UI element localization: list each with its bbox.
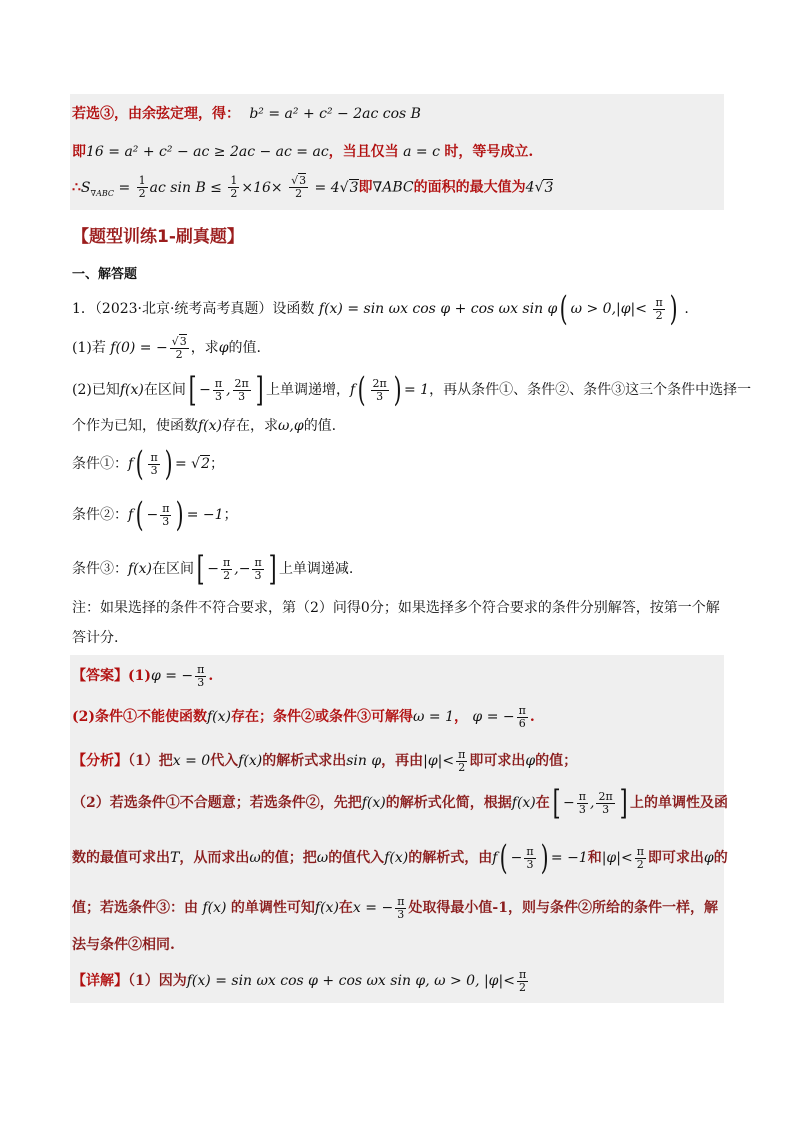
text: (2)条件①不能使函数 xyxy=(72,709,207,725)
note-line-1 xyxy=(72,598,720,618)
text: 在区间 xyxy=(152,561,195,577)
text: 的解析式，由 xyxy=(408,850,493,866)
formula: ω xyxy=(249,850,261,866)
text: 的值； xyxy=(535,753,578,769)
text: 的值代入 xyxy=(328,850,385,866)
formula: f(x) xyxy=(207,709,232,725)
text: 时，等号成立. xyxy=(444,144,534,160)
text: 存在，求 xyxy=(222,418,279,434)
formula: = √2 xyxy=(174,456,210,472)
text: 在区间 xyxy=(143,382,186,398)
text: 的解析式化简，根据 xyxy=(385,795,512,811)
formula: = −1 xyxy=(186,507,224,523)
formula: − $\frac{\pi}{3}$ , $\frac{2\pi}{3}$ xyxy=(199,376,249,403)
question-part1 xyxy=(72,335,261,361)
text: （1）因为 xyxy=(128,973,187,989)
formula: x = − $\frac{\pi}{3}$ xyxy=(352,894,405,921)
text: 代入 xyxy=(210,753,239,769)
text: 即可求出 xyxy=(469,753,526,769)
condition-1: 条件①：f( $\frac{\pi}{3}$ ) = √2； xyxy=(72,444,224,484)
formula: f xyxy=(128,456,134,472)
formula: f(x) xyxy=(511,795,536,811)
formula: f xyxy=(128,507,134,523)
text: ， xyxy=(453,709,468,725)
formula: $S_{\nabla ABC}$ = $\frac{1}{2}$ ac sin B ≤ $\frac{1}{2}$ ×16× $\frac{√3}{2}$ = 4√3 xyxy=(80,174,359,200)
text: 即 xyxy=(358,179,373,196)
formula: x = 0 xyxy=(172,753,211,769)
text: 条件②： xyxy=(72,507,128,523)
formula: − $\frac{\pi}{3}$ , $\frac{2\pi}{3}$ xyxy=(563,789,613,816)
solution-line-1 xyxy=(72,104,421,124)
text: 在 xyxy=(535,795,550,811)
formula: f(x) xyxy=(361,795,386,811)
condition-2: 条件②：f( − $\frac{\pi}{3}$ ) = −1； xyxy=(72,495,238,535)
formula: f(x) xyxy=(198,900,231,916)
formula: f(x) = sin ωx cos φ + cos ωx sin φ, ω > 0, |φ|< $\frac{\pi}{2}$ xyxy=(186,967,527,994)
formula: φ = − $\frac{\pi}{3}$ xyxy=(151,662,205,689)
formula: φ = − $\frac{\pi}{6}$ xyxy=(467,703,526,730)
analysis-line-5 xyxy=(72,935,175,955)
formula: f(0) = − $\frac{√3}{2}$ xyxy=(110,334,187,361)
formula: − $\frac{\pi}{3}$ xyxy=(510,844,534,871)
formula: f(x) xyxy=(198,418,223,434)
detail-label: 【详解】 xyxy=(72,973,128,989)
formula: a = c xyxy=(398,144,445,160)
text: （1）把 xyxy=(128,753,173,769)
answer-label: 【答案】 xyxy=(72,668,128,684)
analysis-line-1 xyxy=(72,748,577,774)
solution-line-2 xyxy=(72,142,533,162)
text: 的 xyxy=(713,850,728,866)
text: ∴ xyxy=(72,179,81,196)
formula: f(x) xyxy=(314,900,339,916)
text: (1)若 xyxy=(72,340,106,356)
formula: |φ|< $\frac{\pi}{2}$ xyxy=(423,747,466,774)
text: (1) xyxy=(128,668,151,684)
question-part2: (2)已知f(x)在区间[ − $\frac{\pi}{3}$ , $\frac{2\pi}{3}$ ] 上单调递增，f( $\frac{2\pi}{3}$ ) = 1，再从条件①、条件②、条件③这三个条件中选择一 xyxy=(72,370,752,410)
text: 的面积的最大值为 xyxy=(413,179,526,196)
text: 个作为已知，使函数 xyxy=(72,418,198,434)
text: 若选③，由余弦定理，得： xyxy=(72,106,240,122)
formula: f(x) xyxy=(119,382,144,398)
formula: ω > 0,|φ|< $\frac{\pi}{2}$ xyxy=(570,295,663,322)
formula: f xyxy=(492,850,498,866)
text: ，当且仅当 xyxy=(328,144,399,160)
formula: f(x) = sin ωx cos φ + cos ωx sin φ xyxy=(318,301,558,317)
solution-line-3 xyxy=(72,175,553,203)
text: 1．（2023·北京·统考高考真题）设函数 xyxy=(72,301,315,317)
section-heading: 一、解答题 xyxy=(72,267,138,282)
answer-line-2: (2)条件①不能使函数f(x)存在；条件②或条件③可解得ω = 1， φ = − $\frac{\pi}{6}$ . xyxy=(72,703,535,730)
formula: ω xyxy=(316,850,329,866)
text: 的值. xyxy=(303,418,337,434)
formula: 16 = a² + c² − ac ≥ 2ac − ac = ac xyxy=(86,144,329,160)
formula: ω,φ xyxy=(278,418,304,434)
formula: φ xyxy=(218,340,229,356)
text: 存在；条件②或条件③可解得 xyxy=(231,709,414,725)
detail-line-1 xyxy=(72,966,530,996)
formula: f xyxy=(350,382,356,398)
text: 和 xyxy=(587,850,602,866)
question-intro: 1．（2023·北京·统考高考真题）设函数 f(x) = sin ωx cos φ + cos ωx sin φ( ω > 0,|φ|< $\frac{\pi}{2}$ ) . xyxy=(72,289,689,329)
answer-line-1: 【答案】(1)φ = − $\frac{\pi}{3}$ . xyxy=(72,662,214,689)
formula: φ xyxy=(703,850,714,866)
text: 值；若选条件③：由 xyxy=(72,900,198,916)
text: 的单调性可知 xyxy=(230,900,315,916)
formula: sin φ xyxy=(346,753,382,769)
formula: − $\frac{\pi}{2}$ ,− $\frac{\pi}{3}$ xyxy=(207,555,262,582)
text: ，从而求出 xyxy=(179,850,250,866)
question-part2-cont xyxy=(72,415,336,437)
text: 数的最值可求出 xyxy=(72,850,170,866)
formula: φ xyxy=(525,753,536,769)
text: 条件①： xyxy=(72,456,128,472)
text: 处取得最小值-1，则与条件②所给的条件一样，解 xyxy=(408,900,718,916)
analysis-line-2: （2）若选条件①不合题意；若选条件②，先把f(x)的解析式化简，根据f(x)在[ − $\frac{\pi}{3}$ , $\frac{2\pi}{3}$ ] 上的单调性及函 xyxy=(72,783,728,823)
section-title: 【题型训练1-刷真题】 xyxy=(72,227,244,247)
formula: |φ|< $\frac{\pi}{2}$ xyxy=(601,844,644,871)
text: ，求 xyxy=(190,340,219,356)
formula: ω = 1 xyxy=(413,709,454,725)
formula: T xyxy=(170,850,180,866)
formula: b² = a² + c² − 2ac cos B xyxy=(244,106,421,122)
formula: ∇ABC xyxy=(372,179,414,196)
text: 的值. xyxy=(228,340,261,356)
text: 上的单调性及函 xyxy=(629,795,728,811)
text: 即 xyxy=(72,144,86,160)
text: 上单调递增， xyxy=(266,382,351,398)
formula: f(x) xyxy=(128,561,153,577)
formula: f(x) xyxy=(384,850,409,866)
text: ，再由 xyxy=(381,753,424,769)
analysis-label: 【分析】 xyxy=(72,753,128,769)
text: 的解析式求出 xyxy=(262,753,347,769)
text: 在 xyxy=(338,900,353,916)
text: 法与条件②相同. xyxy=(72,937,175,953)
text: 上单调递减. xyxy=(278,561,354,577)
text: 条件③： xyxy=(72,561,128,577)
text: ，再从条件①、条件②、条件③这三个条件中选择一 xyxy=(429,382,752,398)
formula: = −1 xyxy=(550,850,588,866)
text: （2）若选条件①不合题意；若选条件②，先把 xyxy=(72,795,362,811)
formula: f(x) xyxy=(238,753,263,769)
text: 答计分. xyxy=(72,630,119,646)
text: (2)已知 xyxy=(72,382,120,398)
analysis-line-4 xyxy=(72,893,718,923)
formula: − $\frac{\pi}{3}$ xyxy=(146,501,170,528)
condition-3: 条件③：f(x)在区间[ − $\frac{\pi}{2}$ ,− $\frac{\pi}{3}$ ] 上单调递减. xyxy=(72,549,354,589)
formula: 4√3 xyxy=(525,179,554,196)
text: 即可求出 xyxy=(647,850,704,866)
note-line-2 xyxy=(72,628,118,648)
text: 的值；把 xyxy=(260,850,317,866)
text: 注：如果选择的条件不符合要求，第（2）问得0分；如果选择多个符合要求的条件分别解答，按第一个解 xyxy=(72,600,720,616)
formula: = 1 xyxy=(404,382,430,398)
analysis-line-3: 数的最值可求出T，从而求出ω的值；把ω的值代入f(x)的解析式，由f( − $\frac{\pi}{3}$ ) = −1和|φ|< $\frac{\pi}{2}$ 即可求出φ的 xyxy=(72,838,728,878)
